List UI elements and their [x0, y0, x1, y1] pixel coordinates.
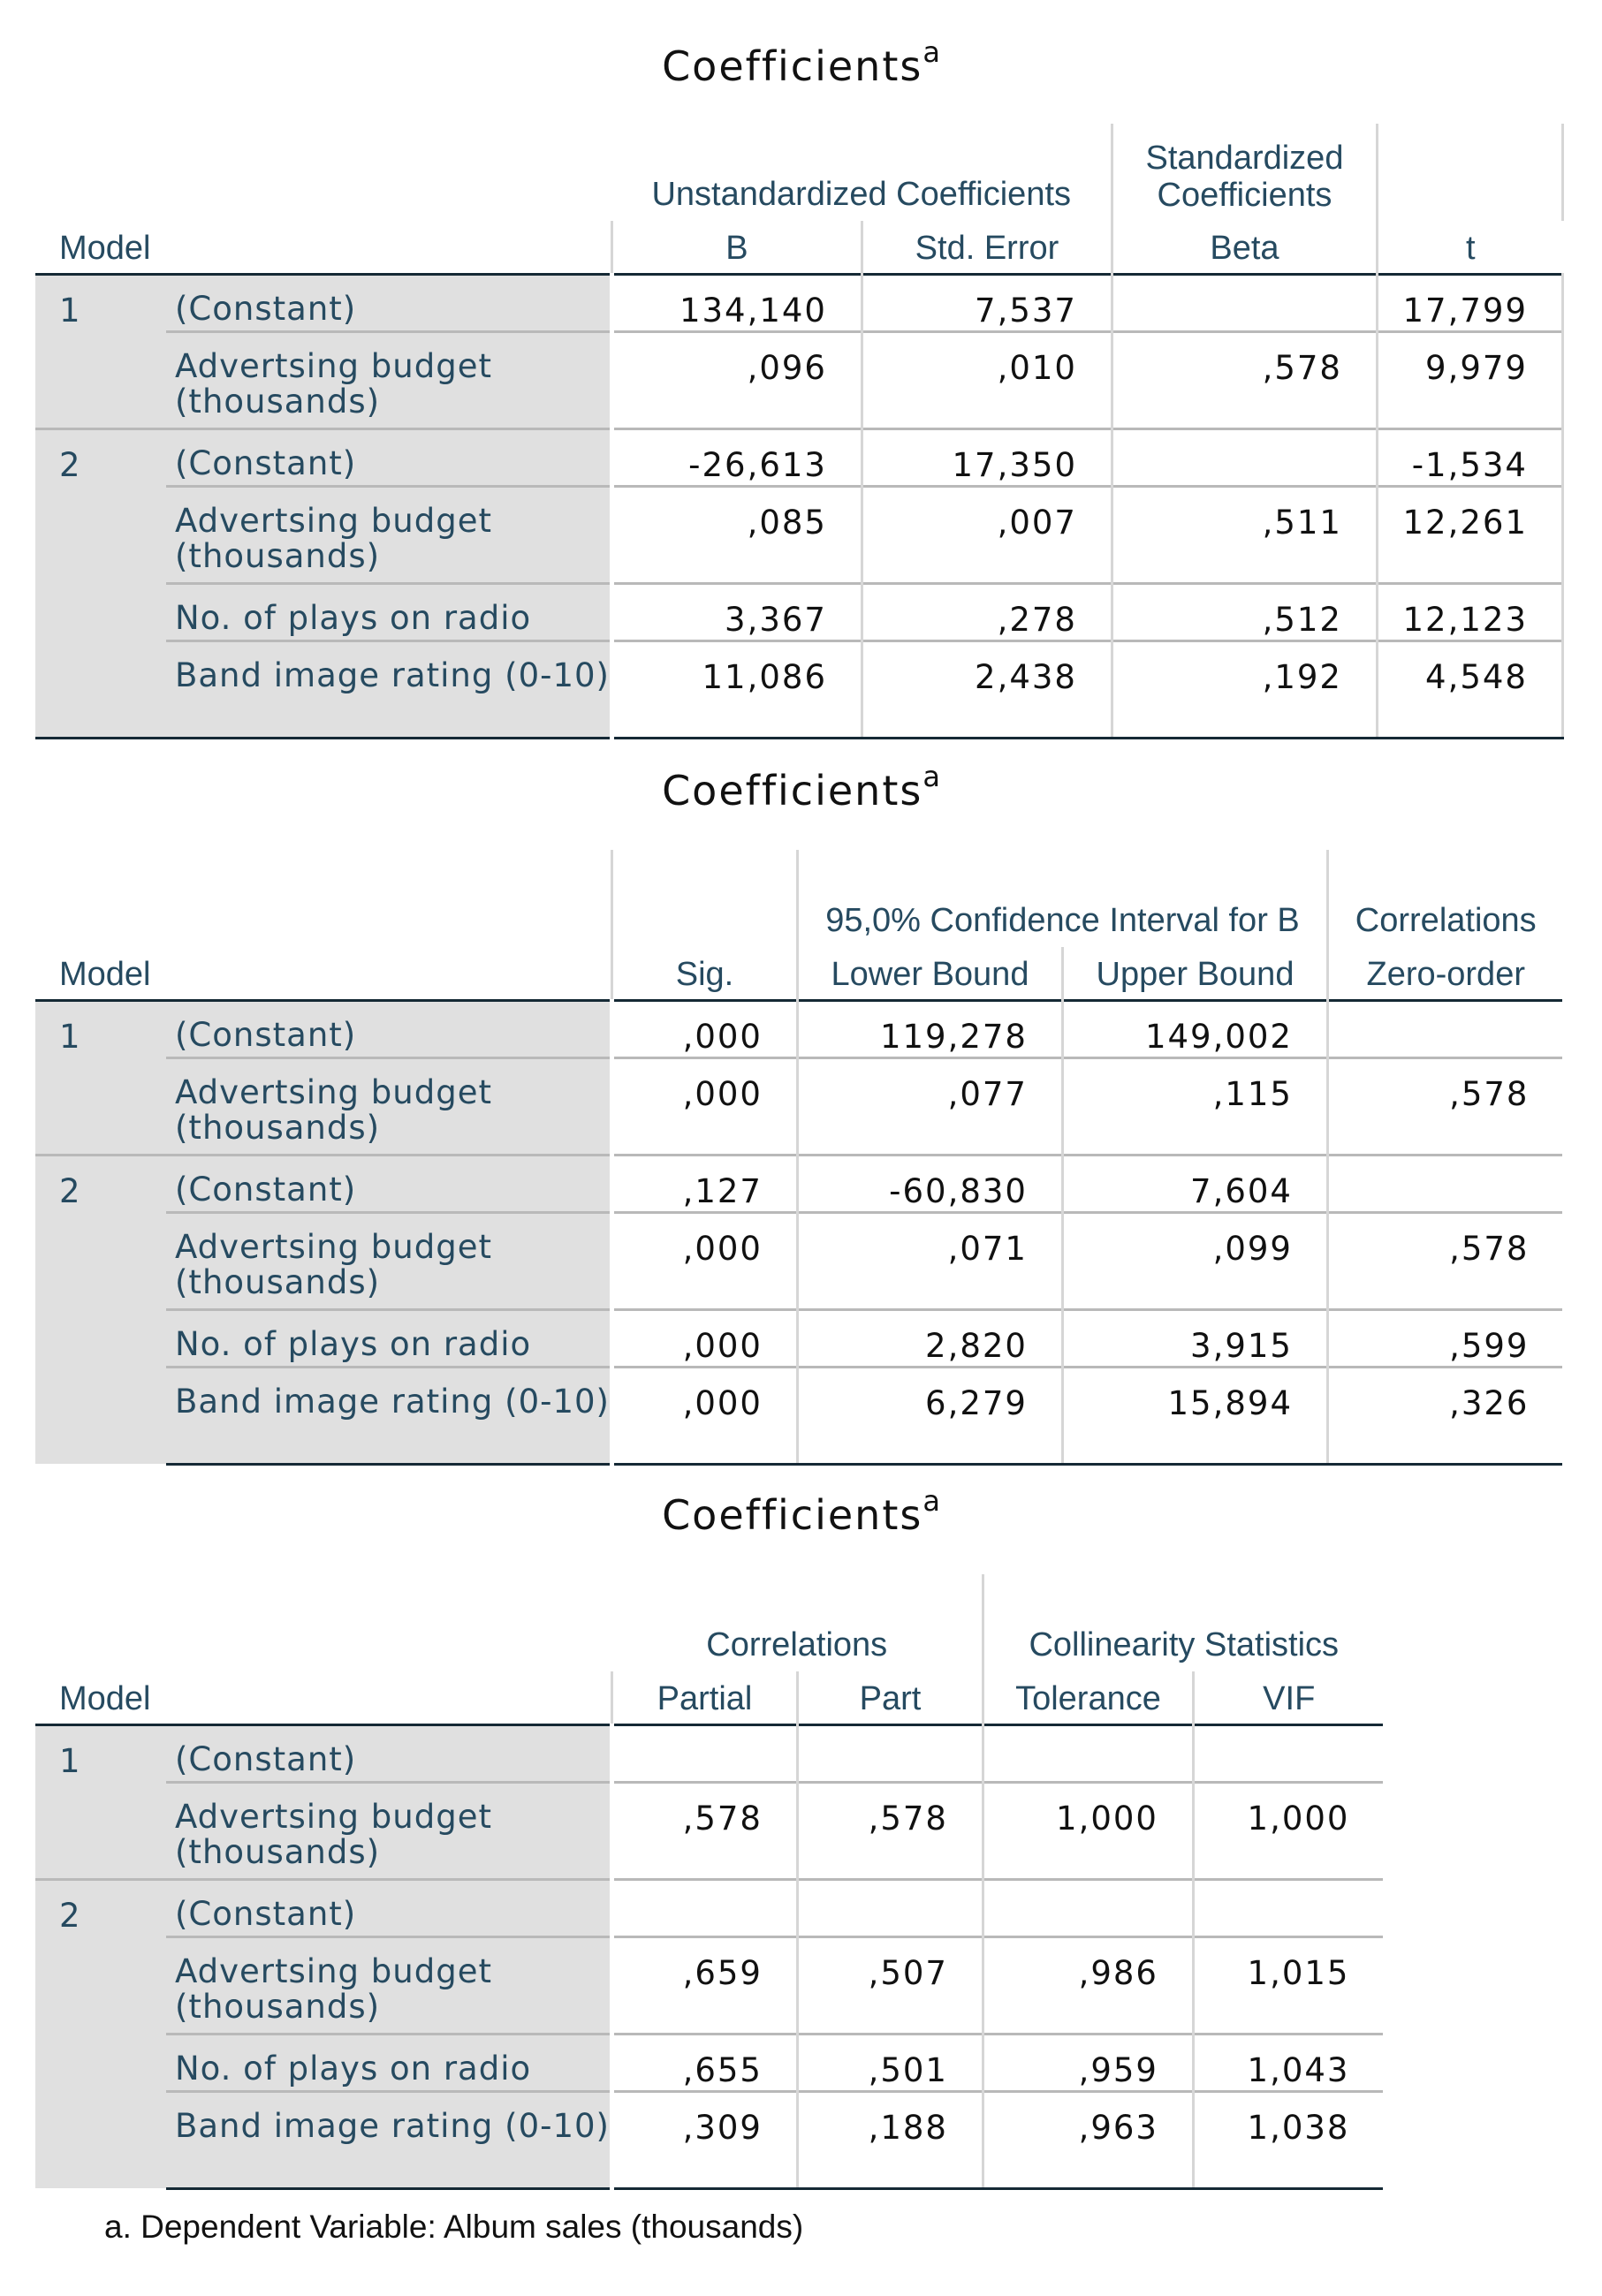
cell-b: ,085 — [611, 486, 862, 583]
cell-lower-bound: ,071 — [797, 1212, 1062, 1309]
cell-beta — [1112, 428, 1377, 486]
table3-title-text: Coefficients — [662, 1491, 923, 1539]
row-label: Advertsing budget (thousands) — [166, 1057, 611, 1155]
row-label: No. of plays on radio — [166, 583, 611, 640]
row-label: Advertsing budget (thousands) — [166, 331, 611, 428]
cell-b: -26,613 — [611, 428, 862, 486]
row-label: No. of plays on radio — [166, 2034, 611, 2091]
cell-lower-bound: ,077 — [797, 1057, 1062, 1155]
row-label: (Constant) — [166, 1879, 611, 1936]
cell-part — [797, 1879, 983, 1936]
cell-zero-order — [1327, 1155, 1562, 1212]
model-number: 2 — [35, 428, 166, 738]
cell-upper-bound: 15,894 — [1062, 1367, 1327, 1464]
cell-t: 9,979 — [1377, 331, 1562, 428]
cell-std-error: 2,438 — [862, 640, 1112, 738]
cell-partial: ,578 — [611, 1782, 797, 1879]
model-header: Model — [59, 955, 151, 993]
table-row — [35, 1367, 1562, 1464]
cell-std-error: ,010 — [862, 331, 1112, 428]
cell-b: ,096 — [611, 331, 862, 428]
standardized-coefficients-header: Standardized Coefficients — [1112, 124, 1377, 221]
cell-sig: ,000 — [611, 1367, 797, 1464]
cell-vif: 1,043 — [1193, 2034, 1383, 2091]
cell-t: 17,799 — [1377, 274, 1562, 331]
cell-vif: 1,000 — [1193, 1782, 1383, 1879]
confidence-interval-header: 95,0% Confidence Interval for B — [797, 850, 1327, 947]
row-label: (Constant) — [166, 1155, 611, 1212]
cell-t: 12,123 — [1377, 583, 1562, 640]
table-row — [35, 1155, 1562, 1212]
table-row — [35, 331, 1562, 428]
coefficients-table-2 — [35, 850, 1562, 1466]
row-label: Advertsing budget (thousands) — [166, 1936, 611, 2034]
cell-upper-bound: 149,002 — [1062, 1000, 1327, 1057]
row-label: Advertsing budget (thousands) — [166, 486, 611, 583]
table1-title-text: Coefficients — [662, 42, 923, 90]
col-header-lower-bound: Lower Bound — [797, 947, 1062, 1000]
table-row — [35, 2091, 1383, 2188]
row-label: (Constant) — [166, 274, 611, 331]
model-number: 2 — [35, 1879, 166, 2188]
cell-tolerance: ,963 — [983, 2091, 1193, 2188]
cell-vif — [1193, 1879, 1383, 1936]
row-label: (Constant) — [166, 1724, 611, 1782]
col-header-partial: Partial — [611, 1671, 797, 1724]
cell-sig: ,000 — [611, 1000, 797, 1057]
cell-beta: ,511 — [1112, 486, 1377, 583]
table-row — [35, 1057, 1562, 1155]
row-label: Advertsing budget (thousands) — [166, 1212, 611, 1309]
col-header-part: Part — [797, 1671, 983, 1724]
cell-part: ,501 — [797, 2034, 983, 2091]
cell-b: 11,086 — [611, 640, 862, 738]
correlations-header: Correlations — [1327, 850, 1562, 947]
cell-lower-bound: 6,279 — [797, 1367, 1062, 1464]
col-header-upper-bound: Upper Bound — [1062, 947, 1327, 1000]
cell-partial: ,309 — [611, 2091, 797, 2188]
col-header-tolerance: Tolerance — [983, 1671, 1193, 1724]
row-label: Band image rating (0-10) — [166, 640, 611, 738]
table-row — [35, 1936, 1383, 2034]
cell-zero-order: ,326 — [1327, 1367, 1562, 1464]
cell-lower-bound: 2,820 — [797, 1309, 1062, 1367]
table-row — [35, 583, 1562, 640]
cell-part: ,507 — [797, 1936, 983, 2034]
col-header-t: t — [1377, 221, 1562, 274]
cell-tolerance: 1,000 — [983, 1782, 1193, 1879]
row-label: (Constant) — [166, 428, 611, 486]
cell-tolerance — [983, 1879, 1193, 1936]
table1-title — [0, 35, 1602, 90]
cell-zero-order: ,578 — [1327, 1212, 1562, 1309]
table-row — [35, 1724, 1383, 1782]
table-row — [35, 1309, 1562, 1367]
cell-t: -1,534 — [1377, 428, 1562, 486]
table-row — [35, 1782, 1383, 1879]
cell-std-error: 17,350 — [862, 428, 1112, 486]
cell-beta: ,192 — [1112, 640, 1377, 738]
col-header-std-error: Std. Error — [862, 221, 1112, 274]
cell-t: 12,261 — [1377, 486, 1562, 583]
unstandardized-coefficients-header: Unstandardized Coefficients — [651, 176, 1072, 213]
cell-partial — [611, 1879, 797, 1936]
cell-beta: ,578 — [1112, 331, 1377, 428]
collinearity-statistics-header: Collinearity Statistics — [983, 1574, 1383, 1671]
cell-tolerance: ,986 — [983, 1936, 1193, 2034]
model-header: Model — [59, 229, 151, 267]
cell-tolerance: ,959 — [983, 2034, 1193, 2091]
cell-lower-bound: 119,278 — [797, 1000, 1062, 1057]
coefficients-table-1 — [35, 124, 1564, 739]
cell-partial — [611, 1724, 797, 1782]
cell-upper-bound: 3,915 — [1062, 1309, 1327, 1367]
row-label: (Constant) — [166, 1000, 611, 1057]
cell-vif: 1,015 — [1193, 1936, 1383, 2034]
cell-beta — [1112, 274, 1377, 331]
cell-part: ,188 — [797, 2091, 983, 2188]
cell-partial: ,655 — [611, 2034, 797, 2091]
cell-std-error: ,278 — [862, 583, 1112, 640]
cell-sig: ,000 — [611, 1057, 797, 1155]
cell-lower-bound: -60,830 — [797, 1155, 1062, 1212]
cell-sig: ,000 — [611, 1212, 797, 1309]
model-number: 1 — [35, 1000, 166, 1155]
cell-vif: 1,038 — [1193, 2091, 1383, 2188]
model-number: 2 — [35, 1155, 166, 1464]
table-row — [35, 1212, 1562, 1309]
col-header-zero-order: Zero-order — [1327, 947, 1562, 1000]
cell-upper-bound: ,115 — [1062, 1057, 1327, 1155]
footnote: a. Dependent Variable: Album sales (thousands) — [104, 2209, 804, 2245]
cell-upper-bound: ,099 — [1062, 1212, 1327, 1309]
cell-zero-order — [1327, 1000, 1562, 1057]
cell-vif — [1193, 1724, 1383, 1782]
cell-part — [797, 1724, 983, 1782]
col-header-beta: Beta — [1112, 221, 1377, 274]
row-label: Advertsing budget (thousands) — [166, 1782, 611, 1879]
table-row — [35, 1000, 1562, 1057]
row-label: No. of plays on radio — [166, 1309, 611, 1367]
cell-zero-order: ,578 — [1327, 1057, 1562, 1155]
empty-header-cell — [1377, 124, 1562, 221]
cell-sig: ,127 — [611, 1155, 797, 1212]
correlations-header: Correlations — [706, 1626, 888, 1663]
cell-upper-bound: 7,604 — [1062, 1155, 1327, 1212]
table-row — [35, 640, 1562, 738]
cell-sig: ,000 — [611, 1309, 797, 1367]
col-header-sig: Sig. — [611, 947, 797, 1000]
table1-title-footnote-marker: a — [922, 35, 940, 69]
cell-b: 3,367 — [611, 583, 862, 640]
cell-std-error: 7,537 — [862, 274, 1112, 331]
table-row — [35, 486, 1562, 583]
cell-tolerance — [983, 1724, 1193, 1782]
empty-header-cell — [611, 850, 797, 947]
table3-title — [0, 1484, 1602, 1539]
table2-title — [0, 760, 1602, 815]
table-row — [35, 428, 1562, 486]
table-row — [35, 1879, 1383, 1936]
table2-title-footnote-marker: a — [922, 760, 940, 793]
cell-t: 4,548 — [1377, 640, 1562, 738]
cell-partial: ,659 — [611, 1936, 797, 2034]
model-number: 1 — [35, 274, 166, 428]
model-number: 1 — [35, 1724, 166, 1879]
table2-title-text: Coefficients — [662, 767, 923, 815]
cell-zero-order: ,599 — [1327, 1309, 1562, 1367]
cell-b: 134,140 — [611, 274, 862, 331]
row-label: Band image rating (0-10) — [166, 2091, 611, 2188]
cell-std-error: ,007 — [862, 486, 1112, 583]
table3-title-footnote-marker: a — [922, 1484, 940, 1518]
table-row — [35, 274, 1562, 331]
col-header-b: B — [611, 221, 862, 274]
cell-beta: ,512 — [1112, 583, 1377, 640]
cell-part: ,578 — [797, 1782, 983, 1879]
coefficients-table-3 — [35, 1574, 1383, 2190]
model-header: Model — [59, 1679, 151, 1717]
table-row — [35, 2034, 1383, 2091]
row-label: Band image rating (0-10) — [166, 1367, 611, 1464]
col-header-vif: VIF — [1193, 1671, 1383, 1724]
